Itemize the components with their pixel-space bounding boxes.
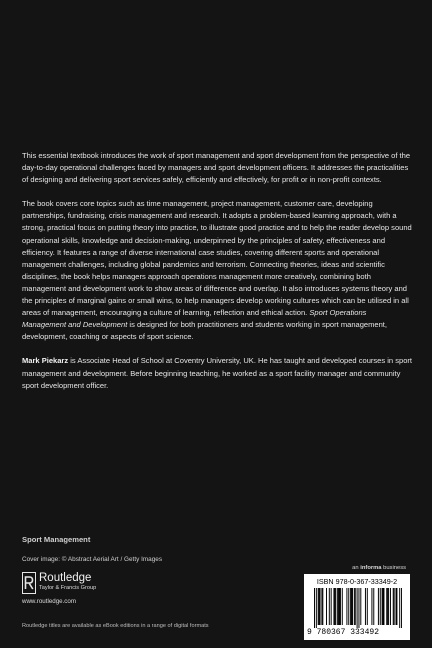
blurb-paragraph-1: This essential textbook introduces the work of sport management and sport development from the perspective of the day-to-day operational challenges faced by managers and sport development officers. It addresses the practicalities of designing and delivering sport services safely, efficiently and effectively, for profit or in non-profit contexts.: [22, 151, 411, 185]
author-bio: [22, 355, 412, 391]
ebook-note: Routledge titles are available as eBook editions in a range of digital formats: [22, 623, 209, 629]
barcode-bar: [331, 588, 332, 625]
barcode-bar: [314, 588, 315, 628]
barcode-bar: [382, 588, 383, 625]
barcode-bar: [334, 588, 335, 625]
barcode-bar: [326, 588, 327, 625]
barcode-bar: [346, 588, 347, 625]
subject-category: Sport Management: [22, 535, 91, 544]
barcode-bar: [383, 588, 384, 625]
barcode-bar: [390, 588, 391, 625]
publisher-group: Taylor & Francis Group: [39, 585, 97, 591]
barcode-bar: [320, 588, 321, 625]
barcode-bar: [321, 588, 322, 625]
cover-image-credit: Cover image: © Abstract Aerial Art / Getty Images: [22, 556, 163, 563]
barcode-bar: [393, 588, 394, 625]
barcode-bar: [333, 588, 334, 625]
barcode-bar: [319, 588, 320, 625]
publisher-block: [22, 572, 162, 610]
barcode-bar: [383, 588, 384, 625]
barcode-bar: [338, 588, 339, 625]
barcode-bar: [367, 588, 368, 625]
barcode-bar: [371, 588, 372, 625]
publisher-name: Routledge: [39, 572, 92, 584]
isbn-label: ISBN 978-0-367-33349-2: [316, 577, 398, 586]
barcode-bar: [351, 588, 352, 625]
barcode-bar: [358, 588, 359, 628]
barcode-bar: [350, 588, 351, 625]
barcode-bar: [394, 588, 395, 625]
barcode-bar: [339, 588, 340, 625]
book-title-italic: Sport Operations Management and Development: [22, 308, 367, 330]
barcode-bar: [318, 588, 319, 625]
barcode-bar: [342, 588, 343, 625]
informa-business-tag: an informa business: [352, 565, 406, 571]
barcode-bar: [365, 588, 366, 625]
barcode-bar: [388, 588, 389, 625]
barcode-bar: [329, 588, 330, 625]
barcode-digits: 9 780367 333492: [307, 628, 380, 637]
back-cover-blurb: [22, 150, 412, 404]
barcode-bar: [380, 588, 381, 625]
publisher-url[interactable]: www.routledge.com: [22, 598, 76, 605]
barcode-bar: [396, 588, 397, 625]
blurb-paragraph-2-end: is designed for both practitioners and students working in sport management, development, coaching or aspects of sport science.: [22, 320, 387, 342]
barcode-bar: [355, 588, 356, 625]
barcode-bar: [387, 588, 388, 625]
blurb-paragraph-2-main: The book covers core topics such as time management, project management, customer care, developing partnerships, fundraising, crisis management and research. It adopts a problem-based learning approach, with a strong, practical focus on putting theory into practice, to illustrate good practice and to help the reader develop sound operational skills, knowledge and decision-making, underpinned by the principles of safety, effectiveness and efficiency. It features a range of diverse international case studies, covering different sports and operational management challenges, including global pandemics and terrorism. Connecting theories, ideas and scientific disciplines, the book helps managers approach operations management more creatively, combining both management and development work to show areas of difference and overlap. It also introduces systems theory and the principles of marginal gains or small wins, to help managers develop working cultures which can be utilised in all areas of management, encouraging a culture of learning, reflection and ethical action.: [22, 199, 412, 318]
barcode-bar: [378, 588, 379, 625]
barcode-bar: [340, 588, 341, 625]
barcode-bar: [401, 588, 402, 628]
informa-brand: informa: [360, 565, 382, 571]
barcode-bar: [396, 588, 397, 625]
barcode-panel: [304, 574, 410, 640]
barcode-bar: [316, 588, 317, 628]
barcode-bar: [360, 588, 361, 625]
barcode-bar: [373, 588, 374, 625]
barcode-bar: [357, 588, 358, 628]
blurb-paragraph-2: [22, 198, 412, 343]
barcode-bar: [386, 588, 387, 625]
barcode-icon: [314, 588, 402, 628]
barcode-bar: [322, 588, 323, 625]
barcode-bar: [352, 588, 353, 625]
barcode-bar: [348, 588, 349, 625]
barcode-bar: [335, 588, 336, 625]
barcode-bar: [337, 588, 338, 625]
barcode-bar: [399, 588, 400, 628]
author-bio-text: is Associate Head of School at Coventry University, UK. He has taught and developed courses in sport management and development. Before beginning teaching, he worked as a sport facility manager and community sport development officer.: [22, 356, 412, 390]
barcode-bar: [354, 588, 355, 625]
routledge-r-logo-icon: [22, 572, 36, 594]
author-name: Mark Piekarz: [22, 356, 69, 366]
